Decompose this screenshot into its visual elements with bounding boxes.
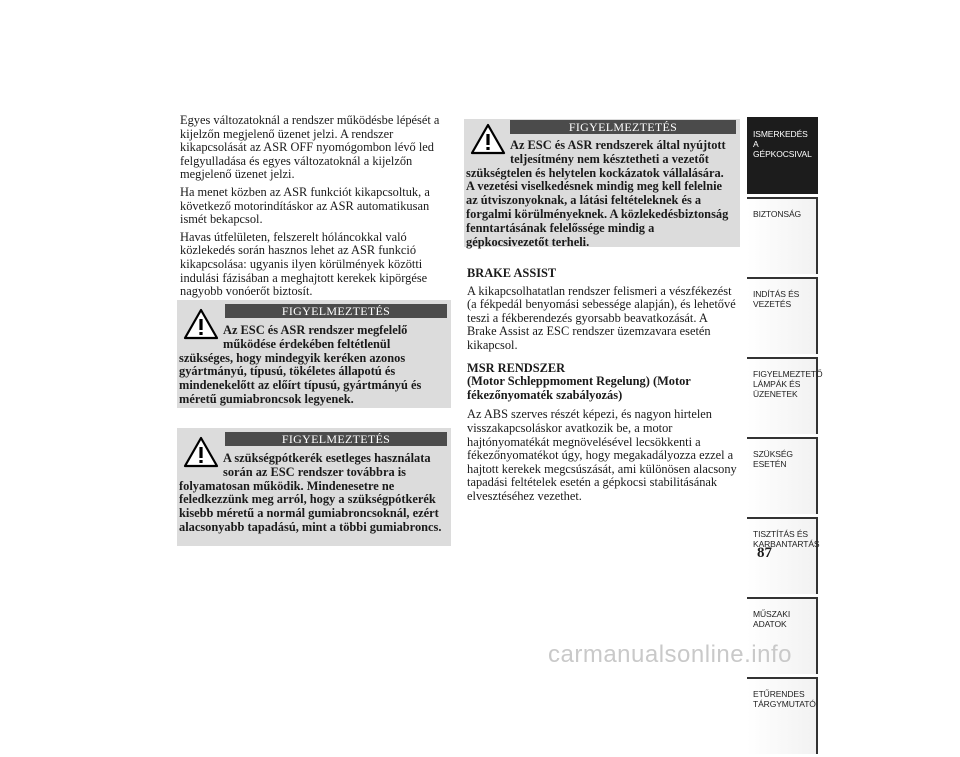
warning-title: FIGYELMEZTETÉS <box>225 304 447 318</box>
warning-box-driver-responsibility <box>464 119 740 247</box>
warning-box-tires <box>177 300 451 408</box>
paragraph: Ha menet közben az ASR funkciót kikapcsoltuk, a következő motorindításkor az ASR automatikusan ismét bekapcsol. <box>180 184 430 227</box>
warning-body: folyamatosan működik. Mindenesetre ne feledkezzünk meg arról, hogy a szükségpótkerék kisebb méretű a normál gumiabroncsoknál, ezért alacsonyabb tapadású, mint a többi gumiabroncs. <box>179 478 442 534</box>
tab-targymutato[interactable]: ETŰRENDES TÁRGYMUTATÓ <box>747 677 818 754</box>
warning-lead: A szükségpótkerék esetleges használata során az ESC rendszer továbbra is <box>223 451 431 479</box>
tab-szukseg[interactable]: SZÜKSÉG ESETÉN <box>747 437 818 514</box>
warning-body: szükséges, hogy mindegyik keréken azonos gyártmányú, típusú, tökéletes állapotú és mindenekelőtt az előírt típusú, gyártmányú és méretű gumiabroncsok legyenek. <box>179 350 422 406</box>
warning-box-spare-wheel <box>177 428 451 546</box>
tab-biztonsag[interactable]: BIZTONSÁG <box>747 197 818 274</box>
footer-watermark: carmanualsonline.info <box>548 641 792 668</box>
warning-title: FIGYELMEZTETÉS <box>225 432 447 446</box>
right-text-column <box>467 267 739 508</box>
tab-muszaki[interactable]: MŰSZAKI ADATOK <box>747 597 818 674</box>
paragraph: Havas útfelületen, felszerelt hóláncokkal való közlekedés során hasznos lehet az ASR funkció kikapcsolása: ugyanis ilyen körülmények közötti indulási fázisában a meghajtott kerekek kipörgése nagyobb vonóerőt biztosít. <box>180 229 428 299</box>
warning-lead: Az ESC és ASR rendszer megfelelő működése érdekében feltétlenül <box>223 323 408 351</box>
tab-ismerkedes[interactable]: ISMERKEDÉS A GÉPKOCSIVAL <box>747 117 818 194</box>
warning-body: szükségtelen és helytelen kockázatok vállalására. A vezetési viselkedésnek mindig meg kell felelnie az útviszonyoknak, a látási feltételeknek és a forgalmi körülményeknek. A közlekedésbiztonság fenntartásának felelőssége mindig a gépkocsivezetőt terheli. <box>466 165 729 249</box>
page-number: 87 <box>757 545 772 561</box>
paragraph: Egyes változatoknál a rendszer működésbe lépését a kijelzőn megjelenő üzenet jelzi. A rendszer kikapcsolását az ASR OFF nyomógombon lévő led felgyulladása és egyes változatoknál a kijelzőn megjelenő üzenet jelzi. <box>180 113 440 182</box>
warning-title: FIGYELMEZTETÉS <box>510 120 736 134</box>
left-text-column <box>180 114 450 303</box>
tab-figyelmezteto[interactable]: FIGYELMEZTETŐ LÁMPÁK ÉS ÜZENETEK <box>747 357 818 434</box>
brake-assist-text: A kikapcsolhatatlan rendszer felismeri a vészfékezést (a fékpedál benyomási sebessége alapján), és lehetővé teszi a fékberendezés gyorsabb beavatkozását. A Brake Assist az ESC rendszer üzemzavara esetén kikapcsol. <box>467 283 736 352</box>
tab-inditas[interactable]: INDÍTÁS ÉS VEZETÉS <box>747 277 818 354</box>
brake-assist-heading: BRAKE ASSIST <box>467 266 557 280</box>
warning-lead: Az ESC és ASR rendszerek által nyújtott teljesítmény nem késztetheti a vezetőt <box>510 138 726 166</box>
tab-tisztitas[interactable]: TISZTÍTÁS ÉS KARBANTARTÁS <box>747 517 818 594</box>
msr-heading: MSR RENDSZER <box>467 360 566 375</box>
msr-subheading: (Motor Schleppmoment Regelung) (Motor fékezőnyomaték szabályozás) <box>467 374 691 402</box>
msr-text: Az ABS szerves részét képezi, és nagyon hirtelen visszakapcsoláskor avatkozik be, a motor hajtónyomatékát megnövelésével lecsökkenti a fékezőnyomatékot úgy, hogy megakadályozza ezzel a hajtott kerekek megcsúszását, ami különösen alacsony tapadási feltételek esetén a gépkocsi stabilitásának elvesztéséhez vezethet. <box>467 407 737 503</box>
